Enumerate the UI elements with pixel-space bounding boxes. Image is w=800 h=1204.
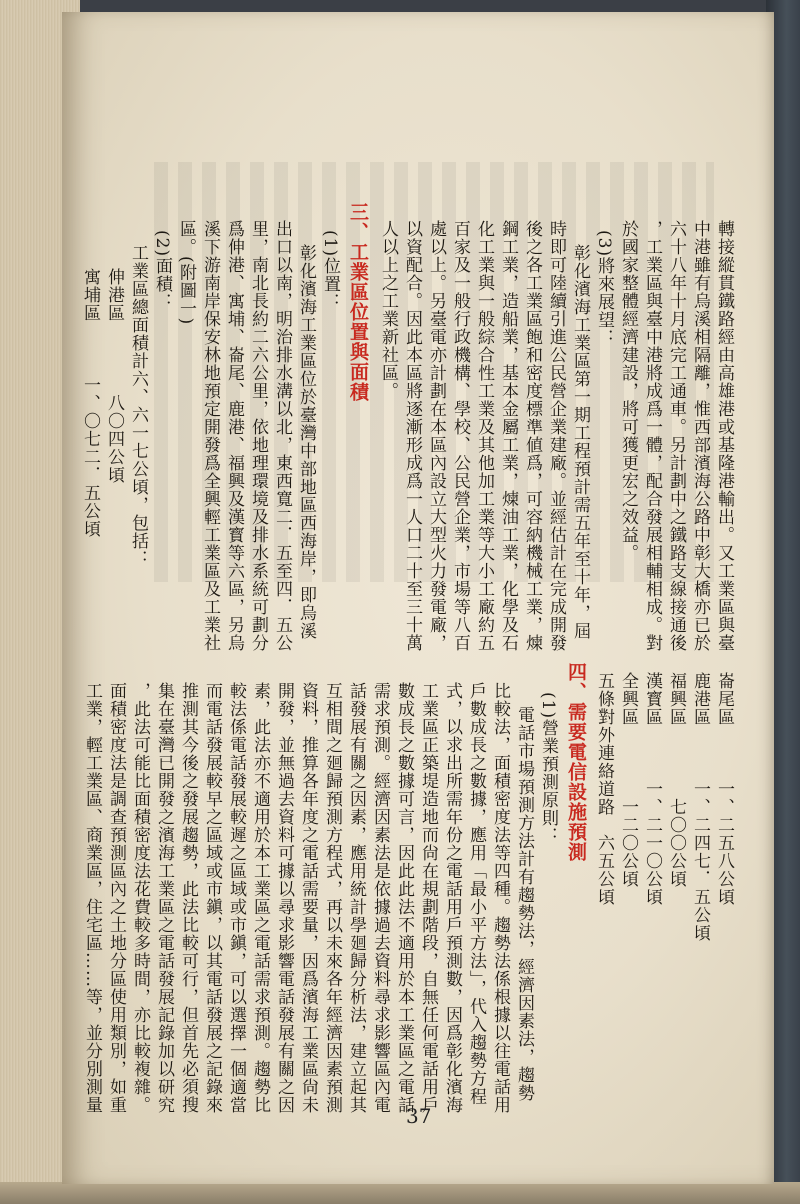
text-line: 而電話發展較早之區域或市鎭，以其電話發展之記錄來 bbox=[202, 682, 222, 1114]
subheading: (1)位置： bbox=[320, 230, 340, 312]
text-line: 以資配合。因此本區將逐漸形成爲一人口二十至三十萬 bbox=[402, 220, 422, 652]
text-line: 較法係電話發展較遲之區域或市鎭，可以選擇一個適當 bbox=[226, 682, 246, 1114]
text-line: 後之各工業區飽和密度標準値爲，可容納機械工業，煉 bbox=[522, 220, 542, 652]
text-line: 數成長之數據可言，因此此法不適用於本工業區之電話 bbox=[394, 682, 414, 1114]
text-line: 百家及一般行政機構、學校、公民營企業，市場等八百 bbox=[450, 220, 470, 652]
text-line: 溪下游南岸保安林地預定開發爲全興輕工業區及工業社 bbox=[200, 220, 220, 652]
area-item: 崙尾區 一、二五八公頃 bbox=[714, 672, 734, 906]
text-line: 出口以南，明治排水溝以北，東西寬二．五至四．五公 bbox=[272, 220, 292, 652]
area-item: 福興區 七〇〇公頃 bbox=[666, 672, 686, 888]
text-line: 中港雖有烏溪相隔離，惟西部濱海公路中彰大橋亦已於 bbox=[690, 220, 710, 652]
text-line: ，工業區與臺中港將成爲一體，配合發展相輔相成。對 bbox=[642, 220, 662, 652]
text-line: 比較法，面積密度法等四種。趨勢法係根據以往電話用 bbox=[490, 682, 510, 1114]
area-item: 全興區 一二〇公頃 bbox=[618, 672, 638, 888]
text-line: 開發，並無過去資料可據以尋求影響電話發展有關之因 bbox=[274, 682, 294, 1114]
text-line: 六十八年十月底完工通車。另計劃中之鐵路支線接通後 bbox=[666, 220, 686, 652]
text-line: 人以上之工業新社區。 bbox=[378, 220, 398, 400]
area-item: 寓埔區 一、〇七二．五公頃 bbox=[80, 268, 100, 538]
text-line: 工業區總面積計六、六一七公頃，包括： bbox=[128, 244, 148, 568]
text-line: 資料，推算各年度之電話需要量，因爲濱海工業區尙未 bbox=[298, 682, 318, 1114]
subheading: (2)面積： bbox=[152, 230, 172, 312]
text-line: 里，南北長約二六公里，依地理環境及排水系統可劃分 bbox=[248, 220, 268, 652]
text-line: 處以上。另臺電亦計劃在本區內設立大型火力發電廠， bbox=[426, 220, 446, 652]
text-line: 面積密度法是調查預測區內之土地分區使用類別，如重 bbox=[106, 682, 126, 1114]
text-line: 轉接縱貫鐵路經由高雄港或基隆港輸出。又工業區與臺 bbox=[714, 220, 734, 652]
text-line: 爲伸港、寓埔、崙尾、鹿港、福興及漢寳等六區，另烏 bbox=[224, 220, 244, 652]
subheading: (1)營業預測原則： bbox=[538, 692, 558, 846]
area-item: 伸港區 八〇四公頃 bbox=[104, 268, 124, 484]
text-line: 彰化濱海工業區位於臺灣中部地區西海岸，即烏溪 bbox=[296, 244, 316, 640]
book-page bbox=[62, 12, 774, 1184]
text-line: 推測其今後之發展趨勢，此法比較可行，但首先必須搜 bbox=[178, 682, 198, 1114]
page-bottom-edge bbox=[0, 1182, 800, 1204]
text-line: 集在臺灣已開發之濱海工業區之電話發展記錄加以研究 bbox=[154, 682, 174, 1114]
text-line: 工業區正築堤造地而尙在規劃階段，自無任何電話用戶 bbox=[418, 682, 438, 1114]
section-title: 三、工業區位置與面積 bbox=[347, 202, 369, 402]
text-line: ，此法可能比面積密度法花費較多時間，亦比較複雜。 bbox=[130, 682, 150, 1114]
text-line: 式，以求出所需年份之電話用戶預測數，因爲彰化濱海 bbox=[442, 682, 462, 1114]
text-line: 彰化濱海工業區第一期工程預計需五年至十年，屆 bbox=[570, 244, 590, 640]
subheading: (3)將來展望： bbox=[594, 230, 614, 348]
area-item: 五條對外連絡道路 六五公頃 bbox=[594, 672, 614, 906]
text-line: 話發展有關之因素，應用統計學廻歸分析法，建立起其 bbox=[346, 682, 366, 1114]
text-line: 鋼工業，造船業，基本金屬工業，煉油工業，化學及石 bbox=[498, 220, 518, 652]
text-line: 時即可陸續引進公民營企業建廠。並經估計在完成開發 bbox=[546, 220, 566, 652]
text-line: 於國家整體經濟建設，將可獲更宏之效益。 bbox=[618, 220, 638, 562]
text-line: 化工業與一般綜合性工業及其他加工業等大小工廠約五 bbox=[474, 220, 494, 652]
area-item: 漢寳區 一、二一〇公頃 bbox=[642, 672, 662, 906]
area-item: 鹿港區 一、二四七．五公頃 bbox=[690, 672, 710, 942]
page-number: 37 bbox=[406, 1104, 432, 1128]
text-line: 需求預測。經濟因素法是依據過去資料尋求影響區內電 bbox=[370, 682, 390, 1114]
text-line: 區。(附圖一) bbox=[176, 220, 196, 326]
text-line: 戶數成長之數據，應用「最小平方法」，代入趨勢方程 bbox=[466, 682, 486, 1106]
text-line: 電話市場預測方法計有趨勢法，經濟因素法，趨勢 bbox=[514, 706, 534, 1102]
text-line: 工業，輕工業區、商業區，住宅區……等，並分別測量 bbox=[82, 682, 102, 1114]
text-line: 素，此法亦不適用於本工業區之電話需求預測。趨勢比 bbox=[250, 682, 270, 1114]
section-title: 四、需要電信設施預測 bbox=[565, 662, 587, 862]
text-line: 互相間之廻歸預測方程式，再以未來各年經濟因素預測 bbox=[322, 682, 342, 1114]
